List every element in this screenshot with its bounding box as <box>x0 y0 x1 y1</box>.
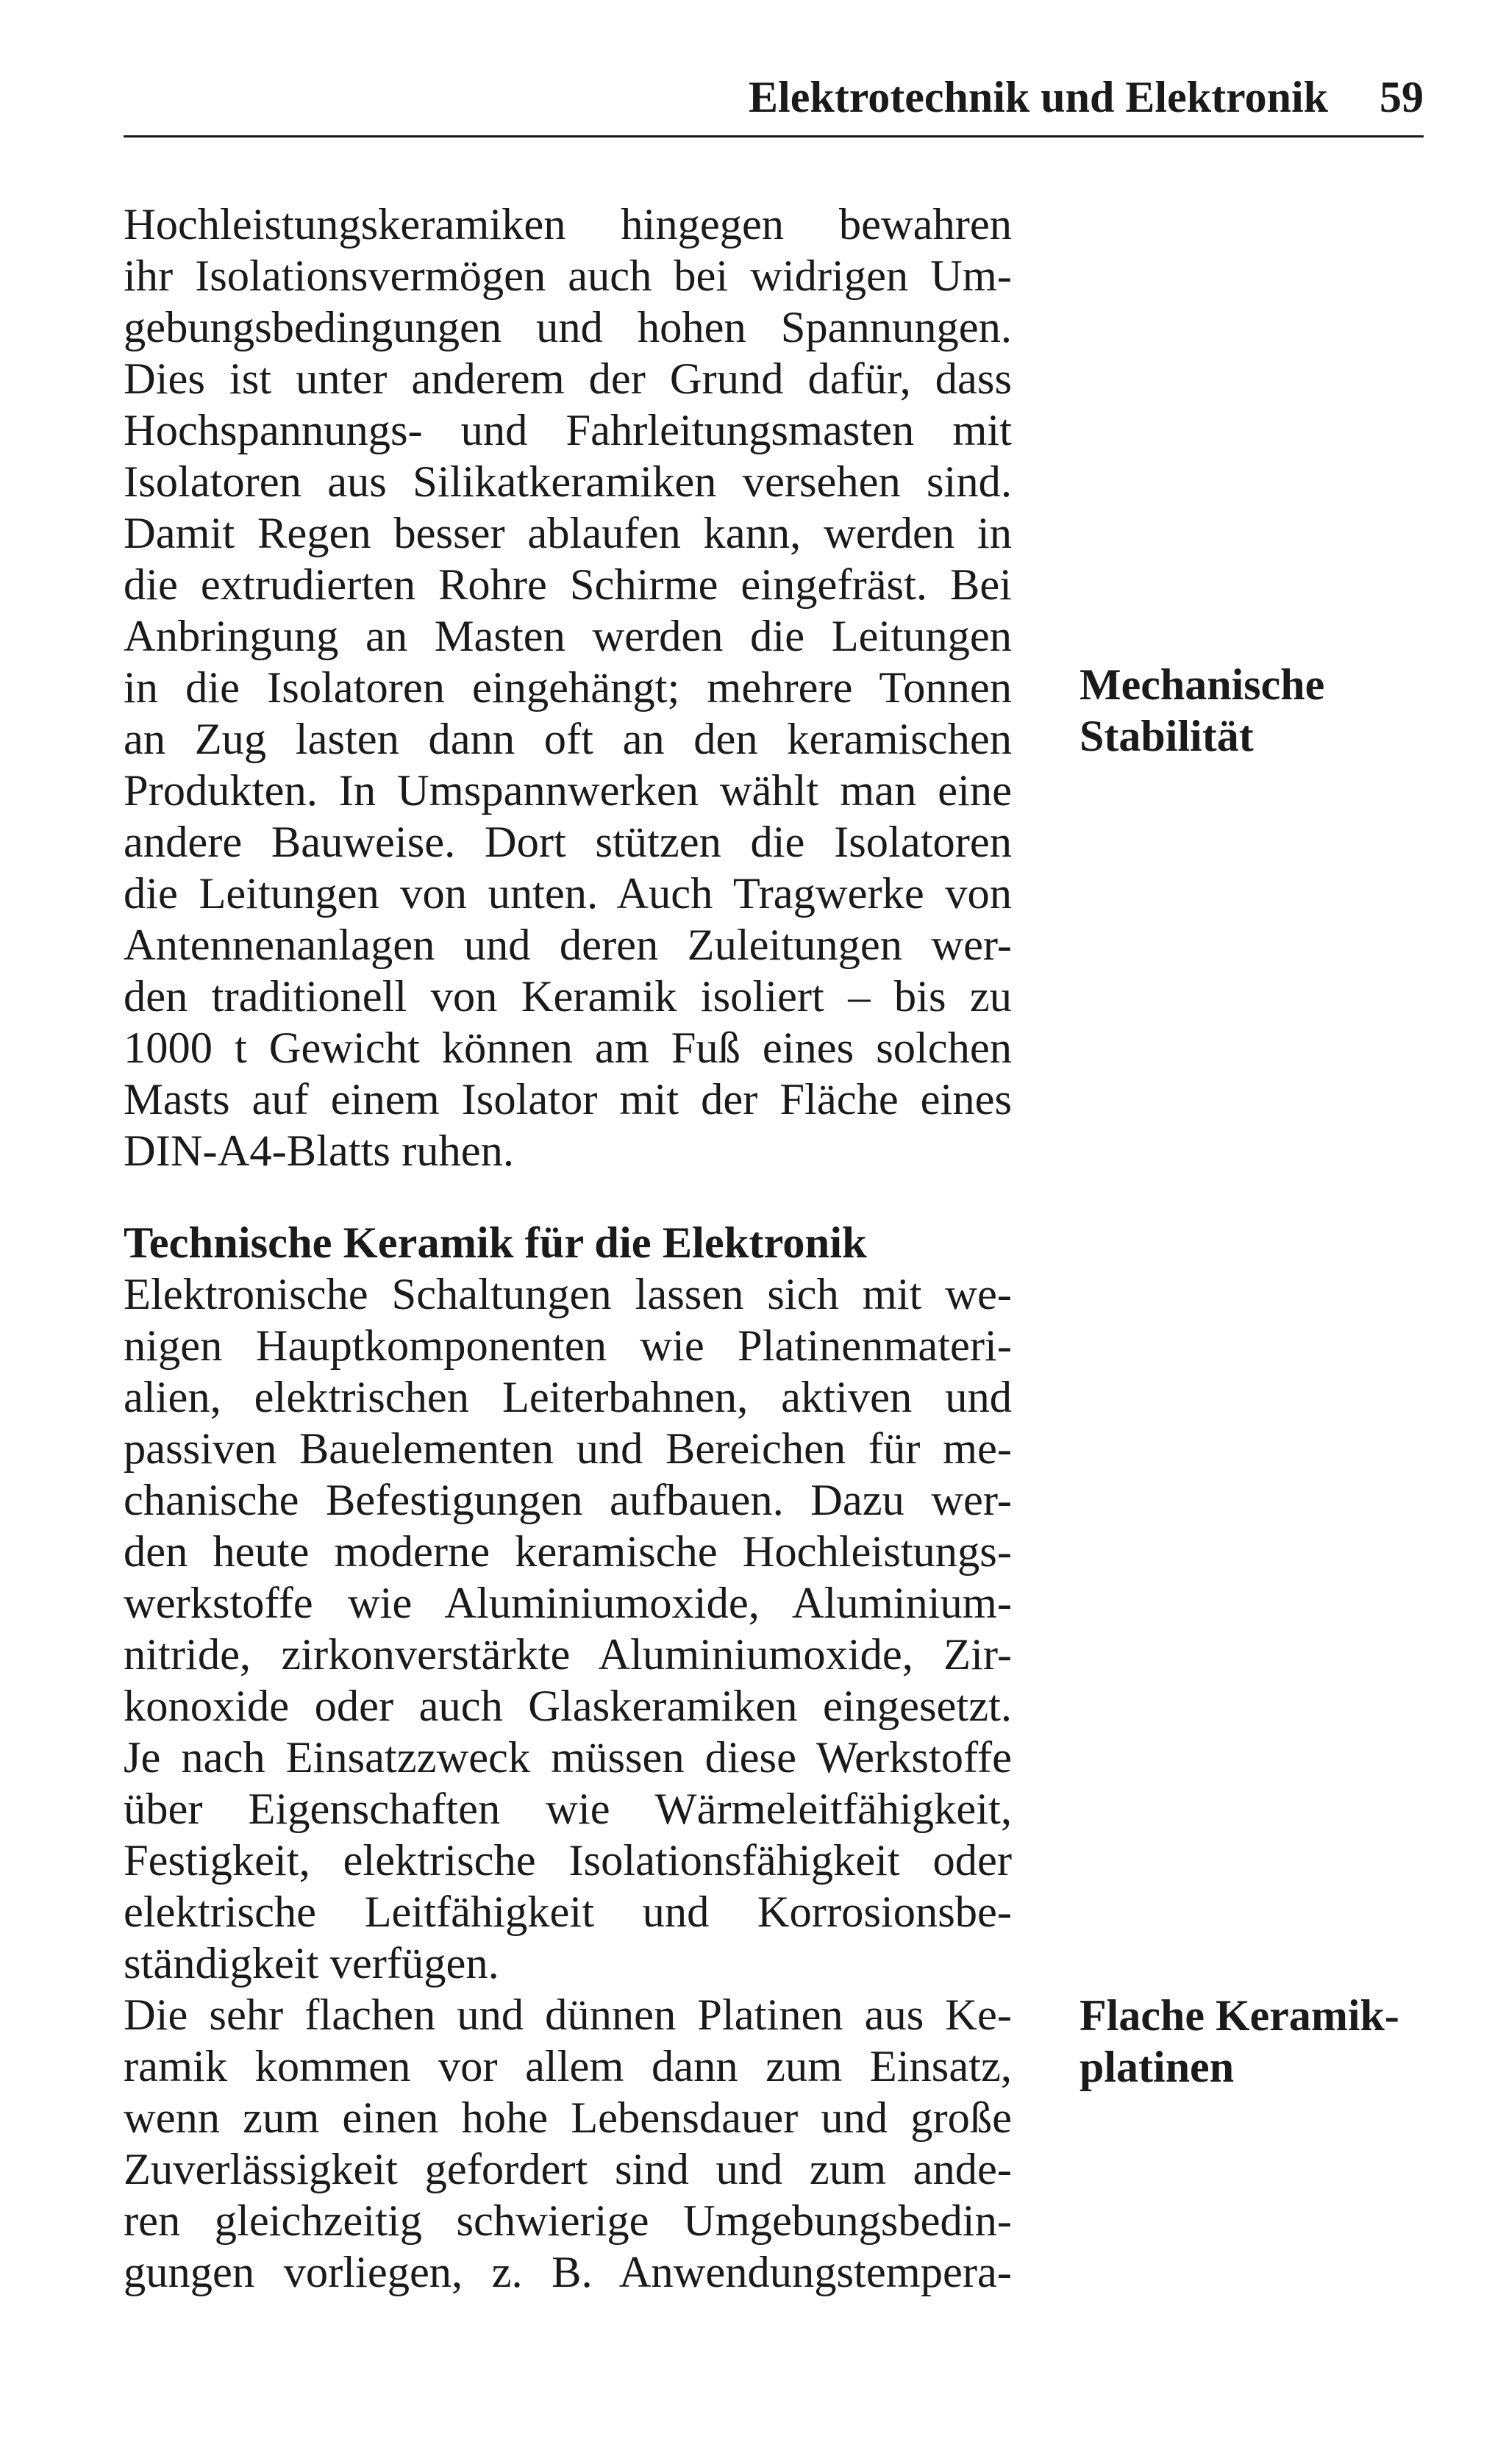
paragraph-line: gungen vorliegen, z. B. Anwendungstempera- <box>124 2248 1012 2297</box>
paragraph-line: Die sehr flachen und dünnen Platinen aus Ke- <box>124 1990 1012 2040</box>
paragraph-line: den traditionell von Keramik isoliert – bis zu <box>124 972 1012 1021</box>
paragraph-line: Isolatoren aus Silikatkeramiken versehen sind. <box>124 457 1012 507</box>
paragraph-line: Anbringung an Masten werden die Leitungen <box>124 612 1012 661</box>
paragraph-line: Produkten. In Umspannwerken wählt man eine <box>124 766 1012 815</box>
paragraph-line: werkstoffe wie Aluminiumoxide, Aluminium- <box>124 1579 1012 1628</box>
paragraph-line: Festigkeit, elektrische Isolationsfähigkeit oder <box>124 1836 1012 1885</box>
paragraph-line: Masts auf einem Isolator mit der Fläche eines <box>124 1075 1012 1124</box>
margin-note-line: Flache Keramik- <box>1079 1991 1399 2040</box>
running-title: Elektrotechnik und Elektronik <box>749 73 1328 121</box>
paragraph-line: chanische Befestigungen aufbauen. Dazu wer- <box>124 1476 1012 1525</box>
margin-note-line: platinen <box>1079 2043 1235 2091</box>
margin-note-line: Mechanische <box>1079 660 1325 709</box>
paragraph-line: 1000 t Gewicht können am Fuß eines solchen <box>124 1024 1012 1073</box>
paragraph-line: Hochspannungs- und Fahrleitungsmasten mit <box>124 406 1012 455</box>
paragraph-line: Hochleistungskeramiken hingegen bewahren <box>124 200 1012 249</box>
paragraph-line: passiven Bauelementen und Bereichen für me- <box>124 1424 1012 1474</box>
paragraph-line: nitride, zirkonverstärkte Aluminiumoxide, Zir- <box>124 1630 1012 1679</box>
paragraph-line: wenn zum einen hohe Lebensdauer und große <box>124 2093 1012 2143</box>
paragraph-line: an Zug lasten dann oft an den keramischen <box>124 715 1012 764</box>
paragraph-line: DIN-A4-Blatts ruhen. <box>124 1126 514 1176</box>
paragraph-line: alien, elektrischen Leiterbahnen, aktiven und <box>124 1373 1012 1422</box>
paragraph-line: ren gleichzeitig schwierige Umgebungsbedin- <box>124 2196 1012 2246</box>
paragraph-line: über Eigenschaften wie Wärmeleitfähigkeit, <box>124 1785 1012 1834</box>
page-number: 59 <box>1380 73 1424 121</box>
paragraph-line: ramik kommen vor allem dann zum Einsatz, <box>124 2042 1012 2091</box>
paragraph-line: Elektronische Schaltungen lassen sich mit we- <box>124 1270 1012 1319</box>
paragraph-line: elektrische Leitfähigkeit und Korrosionsbe- <box>124 1888 1012 1937</box>
paragraph-line: in die Isolatoren eingehängt; mehrere Tonnen <box>124 663 1012 713</box>
paragraph-line: gebungsbedingungen und hohen Spannungen. <box>124 303 1012 352</box>
paragraph-line: Damit Regen besser ablaufen kann, werden in <box>124 509 1012 558</box>
paragraph-line: die Leitungen von unten. Auch Tragwerke von <box>124 869 1012 918</box>
paragraph-line: andere Bauweise. Dort stützen die Isolatoren <box>124 818 1012 867</box>
paragraph-line: Antennenanlagen und deren Zuleitungen wer- <box>124 921 1012 970</box>
paragraph-line: Dies ist unter anderem der Grund dafür, dass <box>124 354 1012 404</box>
paragraph-line: Zuverlässigkeit gefordert sind und zum ande- <box>124 2145 1012 2194</box>
paragraph-line: nigen Hauptkomponenten wie Platinenmateri- <box>124 1321 1012 1371</box>
paragraph-line: Je nach Einsatzzweck müssen diese Werkstoffe <box>124 1733 1012 1782</box>
paragraph-line: ihr Isolationsvermögen auch bei widrigen Um- <box>124 251 1012 301</box>
paragraph-line: ständigkeit verfügen. <box>124 1939 499 1988</box>
paragraph-line: die extrudierten Rohre Schirme eingefräst. Bei <box>124 560 1012 610</box>
paragraph-line: konoxide oder auch Glaskeramiken eingesetzt. <box>124 1682 1012 1731</box>
section-heading: Technische Keramik für die Elektronik <box>124 1218 867 1268</box>
paragraph-line: den heute moderne keramische Hochleistungs- <box>124 1527 1012 1576</box>
margin-note-line: Stabilität <box>1079 712 1254 760</box>
running-head <box>124 68 1424 138</box>
